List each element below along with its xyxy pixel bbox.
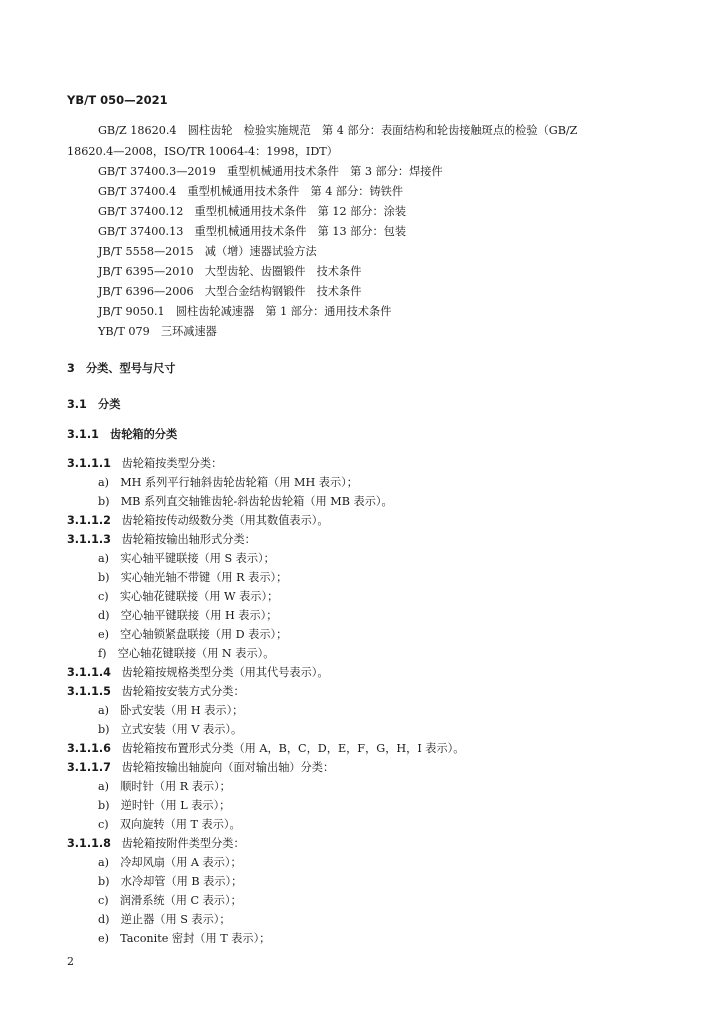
- clause-text: 齿轮箱按附件类型分类：: [121, 837, 245, 850]
- clause-number: 3.1.1.5: [67, 685, 111, 698]
- list-item: a) MH 系列平行轴斜齿轮齿轮箱（用 MH 表示）；: [98, 476, 358, 489]
- reference-item: JB/T 6395—2010 大型齿轮、齿圈锻件 技术条件: [98, 265, 362, 278]
- reference-item: GB/Z 18620.4 圆柱齿轮 检验实施规范 第 4 部分：表面结构和轮齿接触斑点的检验（GB/Z: [98, 124, 578, 137]
- reference-item: GB/T 37400.4 重型机械通用技术条件 第 4 部分：铸铁件: [98, 185, 404, 198]
- clause-text: 齿轮箱按传动级数分类（用其数值表示）。: [121, 514, 329, 527]
- list-item: c) 润滑系统（用 C 表示）；: [98, 894, 242, 907]
- document-id-header: YB/T 050—2021: [67, 93, 168, 107]
- clause-text: 齿轮箱按类型分类：: [121, 457, 223, 470]
- clause-3-1-1-7: [67, 761, 334, 775]
- list-item: b) 逆时针（用 L 表示）；: [98, 799, 231, 812]
- reference-item-continuation: 18620.4—2008，ISO/TR 10064-4：1998，IDT）: [67, 145, 338, 158]
- clause-number: 3.1.1.7: [67, 761, 111, 774]
- list-item: b) MB 系列直交轴锥齿轮-斜齿轮齿轮箱（用 MB 表示）。: [98, 495, 393, 508]
- section-heading-3-1: 3.1 分类: [67, 398, 121, 411]
- clause-number: 3.1.1.2: [67, 514, 111, 527]
- clause-text: 齿轮箱按输出轴旋向（面对输出轴）分类：: [121, 761, 335, 774]
- section-heading-3: 3 分类、型号与尺寸: [67, 362, 176, 375]
- clause-text: 齿轮箱按输出轴形式分类：: [121, 533, 256, 546]
- clause-3-1-1-4: [67, 666, 329, 680]
- reference-item: GB/T 37400.3—2019 重型机械通用技术条件 第 3 部分：焊接件: [98, 165, 443, 178]
- clause-text: 齿轮箱按安装方式分类：: [121, 685, 245, 698]
- section-heading-3-1-1: 3.1.1 齿轮箱的分类: [67, 428, 178, 441]
- list-item: b) 实心轴光轴不带键（用 R 表示）；: [98, 571, 288, 584]
- page-number: 2: [67, 955, 74, 968]
- list-item: b) 水冷却管（用 B 表示）；: [98, 875, 243, 888]
- list-item: a) 实心轴平键联接（用 S 表示）；: [98, 552, 275, 565]
- clause-number: 3.1.1.3: [67, 533, 111, 546]
- list-item: a) 顺时针（用 R 表示）；: [98, 780, 231, 793]
- list-item: b) 立式安装（用 V 表示）。: [98, 723, 243, 736]
- clause-number: 3.1.1.6: [67, 742, 111, 755]
- clause-3-1-1-8: [67, 837, 245, 851]
- clause-text: 齿轮箱按规格类型分类（用其代号表示）。: [121, 666, 329, 679]
- clause-number: 3.1.1.1: [67, 457, 111, 470]
- clause-3-1-1-2: [67, 514, 329, 528]
- reference-item: GB/T 37400.13 重型机械通用技术条件 第 13 部分：包装: [98, 225, 407, 238]
- reference-item: YB/T 079 三环减速器: [98, 325, 217, 338]
- clause-number: 3.1.1.4: [67, 666, 111, 679]
- list-item: d) 逆止器（用 S 表示）；: [98, 913, 231, 926]
- list-item: d) 空心轴平键联接（用 H 表示）；: [98, 609, 278, 622]
- reference-item: JB/T 5558—2015 减（增）速器试验方法: [98, 245, 317, 258]
- clause-text: 齿轮箱按布置形式分类（用 A，B，C，D，E，F，G，H，I 表示）。: [121, 742, 465, 755]
- clause-3-1-1-1: [67, 457, 222, 471]
- list-item: a) 冷却风扇（用 A 表示）；: [98, 856, 242, 869]
- list-item: e) 空心轴锁紧盘联接（用 D 表示）；: [98, 628, 288, 641]
- list-item: c) 双向旋转（用 T 表示）。: [98, 818, 241, 831]
- reference-item: JB/T 6396—2006 大型合金结构钢锻件 技术条件: [98, 285, 362, 298]
- list-item: e) Taconite 密封（用 T 表示）；: [98, 932, 271, 945]
- list-item: a) 卧式安装（用 H 表示）；: [98, 704, 244, 717]
- clause-3-1-1-6: [67, 742, 464, 756]
- reference-item: JB/T 9050.1 圆柱齿轮减速器 第 1 部分：通用技术条件: [98, 305, 392, 318]
- list-item: c) 实心轴花键联接（用 W 表示）；: [98, 590, 279, 603]
- list-item: f) 空心轴花键联接（用 N 表示）。: [98, 647, 275, 660]
- clause-3-1-1-3: [67, 533, 256, 547]
- clause-3-1-1-5: [67, 685, 245, 699]
- clause-number: 3.1.1.8: [67, 837, 111, 850]
- reference-item: GB/T 37400.12 重型机械通用技术条件 第 12 部分：涂装: [98, 205, 407, 218]
